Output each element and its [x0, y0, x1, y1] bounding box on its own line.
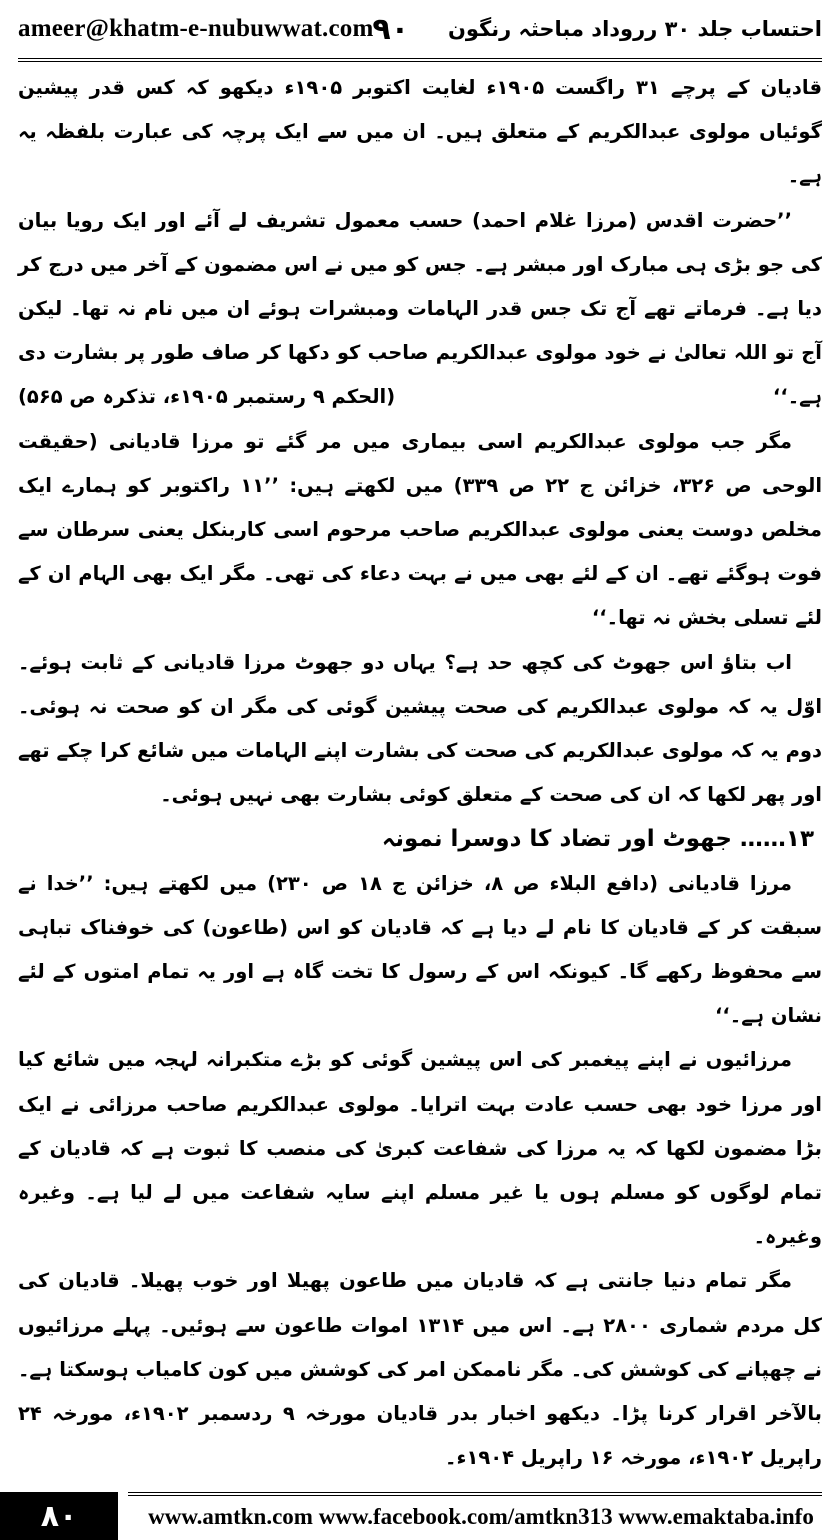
quote-citation: (الحکم ۹ رستمبر ۱۹۰۵ء، تذکرہ ص ۵۶۵): [18, 385, 396, 409]
paragraph-6: مرزائیوں نے اپنے پیغمبر کی اس پیشین گوئی کو بڑے متکبرانہ لہجہ میں شائع کیا اور مرزا خود بھی حسب عادت بہت اترایا۔ مولوی عبدالکریم صاحب مرزائی نے ایک بڑا مضمون لکھا کہ یہ مرزا کی شفاعت کبریٰ کی منصب کا ثبوت ہے کہ قادیان کے تمام لوگوں کو مسلم ہوں یا غیر مسلم اپنے سایہ شفاعت میں لے لیا ہے۔ وغیرہ وغیرہ۔: [18, 1048, 822, 1249]
paragraph-3: مگر جب مولوی عبدالکریم اسی بیماری میں مر گئے تو مرزا قادیانی (حقیقت الوحی ص ۳۲۶، خزائن ج ۲۲ ص ۳۳۹) میں لکھتے ہیں: ’’۱۱ راکتوبر کو ہمارے ایک مخلص دوست یعنی مولوی عبدالکریم صاحب مرحوم اسی کاربنکل یعنی سرطان سے فوت ہوگئے تھے۔ ان کے لئے بھی میں نے بہت دعاء کی تھی۔ مگر ایک بھی الہام ان کے لئے تسلی بخش نہ تھا۔‘‘: [18, 429, 823, 630]
document-body: [18, 66, 822, 1481]
footer-page-number: ۸۰: [0, 1492, 118, 1540]
header-page-number: ۹۰: [372, 11, 410, 47]
quote-text: ’’حضرت اقدس (مرزا غلام احمد) حسب معمول تشریف لے آئے اور ایک رویا بیان کی جو بڑی ہی مبارک اور مبشر ہے۔ جس کو میں نے اس مضمون کے آخر میں درج کر دیا ہے۔ فرماتے تھے آج تک جس قدر الہامات ومبشرات ہوئے ان میں نام نہ تھا۔ لیکن آج تو اللہ تعالیٰ نے خود مولوی عبدالکریم صاحب کو دکھا کر صاف طور پر بشارت دی ہے۔‘‘: [18, 208, 822, 409]
paragraph-4: اب بتاؤ اس جھوٹ کی کچھ حد ہے؟ یہاں دو جھوٹ مرزا قادیانی کے ثابت ہوئے۔ اوّل یہ کہ مولوی عبدالکریم کی صحت پیشین گوئی کی مگر ان کو صحت نہ ہوئی۔ دوم یہ کہ مولوی عبدالکریم کی صحت کی بشارت اپنے الہامات میں شائع کرا چکے تھے اور پھر لکھا کہ ان کی صحت کے متعلق کوئی بشارت بھی نہیں ہوئی۔: [18, 650, 822, 807]
page-footer: [0, 1492, 840, 1540]
paragraph-5: مرزا قادیانی (دافع البلاء ص ۸، خزائن ج ۱۸ ص ۲۳۰) میں لکھتے ہیں: ’’خدا نے سبقت کر کے قادیان کا نام لے دیا ہے کہ قادیان کو اس (طاعون) کی خوفناک تباہی سے محفوظ رکھے گا۔ کیونکہ اس کے رسول کا تخت گاہ ہے اور یہ تمام امتوں کے لئے نشان ہے۔‘‘: [18, 871, 822, 1028]
header-email: ameer@khatm-e-nubuwwat.com: [18, 15, 374, 42]
footer-links: www.amtkn.com www.facebook.com/amtkn313 www.emaktaba.info: [148, 1504, 814, 1529]
paragraph-2-quote: [18, 199, 822, 420]
page-header: [18, 0, 822, 62]
footer-rule: [128, 1492, 822, 1496]
section-heading: ۱۳…… جھوٹ اور تضاد کا دوسرا نمونہ: [381, 826, 814, 853]
header-running-title: احتساب جلد ۳۰ رروداد مباحثہ رنگون: [447, 17, 822, 41]
paragraph-1: قادیان کے پرچے ۳۱ راگست ۱۹۰۵ء لغایت اکتوبر ۱۹۰۵ء دیکھو کہ کس قدر پیشین گوئیاں مولوی عبدالکریم کے متعلق ہیں۔ ان میں سے ایک پرچہ کی عبارت بلفظہ یہ ہے۔: [18, 76, 822, 188]
paragraph-7: مگر تمام دنیا جانتی ہے کہ قادیان میں طاعون پھیلا اور خوب پھیلا۔ قادیان کی کل مردم شماری ۲۸۰۰ ہے۔ اس میں ۱۳۱۴ اموات طاعون سے ہوئیں۔ پہلے مرزائیوں نے چھپانے کی کوشش کی۔ مگر ناممکن امر کی کوشش میں کون کامیاب ہوسکتا ہے۔ بالآخر اقرار کرنا پڑا۔ دیکھو اخبار بدر قادیان مورخہ ۹ ردسمبر ۱۹۰۲ء، مورخہ ۲۴ راپریل ۱۹۰۲ء، مورخہ ۱۶ راپریل ۱۹۰۴ء۔: [18, 1269, 823, 1470]
